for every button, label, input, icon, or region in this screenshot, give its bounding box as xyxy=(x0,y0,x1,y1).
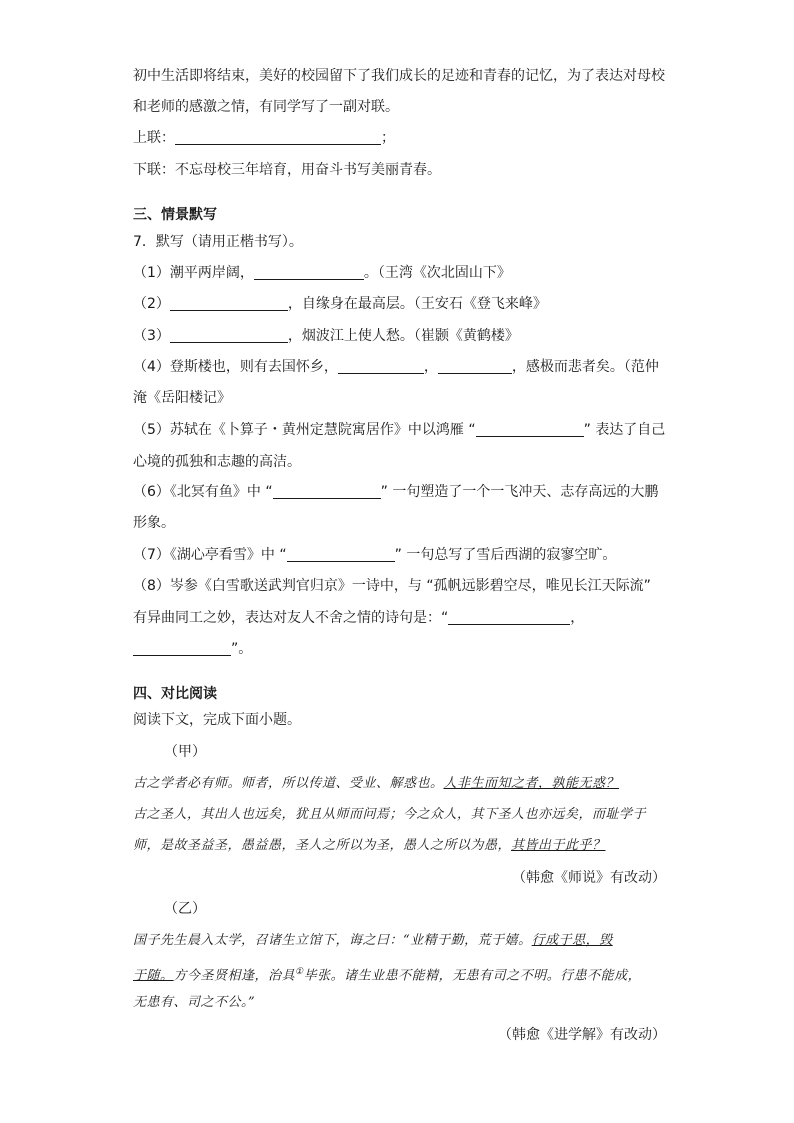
upper-couplet-label: 上联： xyxy=(133,130,175,146)
footnote-marker: ① xyxy=(295,967,304,977)
section-4-title: 四、对比阅读 xyxy=(133,686,217,702)
item-3-text-a: （3） xyxy=(133,328,170,344)
item-4-blank-1[interactable] xyxy=(338,359,424,374)
passage-yi-line-3: 无患有、司之不公。” xyxy=(133,995,256,1010)
item-4-line-2: 淹《岳阳楼记》 xyxy=(133,390,231,406)
passage-jia-underlined-2: 其皆出于此乎？ xyxy=(511,838,606,853)
item-6-line-2: 形象。 xyxy=(133,515,175,531)
reading-instruction: 阅读下文，完成下面小题。 xyxy=(133,712,301,728)
item-6-blank[interactable] xyxy=(273,484,381,499)
item-8-blank-2[interactable] xyxy=(133,641,231,656)
item-7-text-b: ” 一句总写了雪后西湖的寂寥空旷。 xyxy=(394,547,617,563)
passage-yi-line-2d: 毕张。诸生业患不能精，无患有司之不明。行患不能成， xyxy=(303,968,642,984)
item-3-text-b: ，烟波江上使人愁。（崔颢《黄鹤楼》 xyxy=(287,328,519,344)
item-4-text-a: （4）登斯楼也，则有去国怀乡， xyxy=(133,359,338,375)
lower-couplet-line: 下联：不忘母校三年培育，用奋斗书写美丽青春。 xyxy=(133,162,441,178)
item-2-line xyxy=(133,294,547,314)
passage-yi-line-1 xyxy=(133,931,613,951)
passage-yi-underlined-1: 行成于思，毁 xyxy=(531,933,613,948)
item-5-text-a: （5）苏轼在《卜算子・黄州定慧院寓居作》中以鸿雁 “ xyxy=(133,422,476,438)
passage-jia-label: （甲） xyxy=(164,744,206,760)
item-8-text-d: ”。 xyxy=(231,641,253,657)
passage-yi-line-2b: 方今圣贤相逢，治具 xyxy=(173,968,296,984)
item-1-text-a: （1）潮平两岸阔， xyxy=(133,265,254,281)
passage-jia-line-3 xyxy=(133,836,606,856)
item-5-line-2: 心境的孤独和志趣的高洁。 xyxy=(133,454,301,470)
item-4-blank-2[interactable] xyxy=(438,359,512,374)
item-8-line-3 xyxy=(133,639,252,659)
item-5-text-b: ” 表达了自己 xyxy=(583,422,666,438)
passage-yi-source: （韩愈《进学解》有改动） xyxy=(498,1027,666,1043)
question-7-prompt: 7．默写（请用正楷书写）。 xyxy=(133,234,303,250)
item-1-line xyxy=(133,263,511,283)
item-7-line xyxy=(133,545,616,565)
item-6-line xyxy=(133,482,658,502)
passage-jia-line-3a: 师，是故圣益圣，愚益愚，圣人之所以为圣，愚人之所以为愚， xyxy=(133,838,512,853)
upper-couplet-end: ； xyxy=(381,130,395,146)
passage-yi-line-2 xyxy=(133,962,641,986)
item-3-line xyxy=(133,326,519,346)
item-8-line-2 xyxy=(133,608,584,628)
item-8-line: （8）岑参《白雪歌送武判官归京》一诗中，与 “孤帆远影碧空尽，唯见长江天际流” xyxy=(133,578,651,594)
item-5-line xyxy=(133,420,665,440)
item-2-blank[interactable] xyxy=(170,296,288,311)
item-1-text-b: 。（王湾《次北固山下》 xyxy=(363,265,511,281)
item-8-text-c: ， xyxy=(570,610,585,626)
upper-couplet-line xyxy=(133,128,395,148)
item-7-blank[interactable] xyxy=(287,547,395,562)
passage-yi-line-1a: 国子先生晨入太学，召诸生立馆下，诲之曰：“业精于勤，荒于嬉。 xyxy=(133,933,532,948)
item-8-blank-1[interactable] xyxy=(448,610,570,625)
item-4-text-b: ， xyxy=(423,359,438,375)
passage-jia-line-1 xyxy=(133,774,619,794)
item-6-text-a: （6）《北冥有鱼》中 “ xyxy=(133,484,273,500)
item-2-text-b: ，自缘身在最高层。（王安石《登飞来峰》 xyxy=(287,296,547,312)
passage-jia-line-1a: 古之学者必有师。师者，所以传道、受业、解惑也。 xyxy=(133,776,444,791)
item-2-text-a: （2） xyxy=(133,296,170,312)
passage-jia-source: （韩愈《师说》有改动） xyxy=(512,870,666,886)
passage-yi-underlined-2: 于随。 xyxy=(133,968,174,984)
item-4-line xyxy=(133,357,659,377)
passage-yi-label: （乙） xyxy=(164,901,206,917)
passage-jia-line-2: 古之圣人，其出人也远矣，犹且从师而问焉；今之众人，其下圣人也亦远矣，而耻学于 xyxy=(133,807,647,822)
item-7-text-a: （7）《湖心亭看雪》中 “ xyxy=(133,547,287,563)
item-1-blank[interactable] xyxy=(254,265,364,280)
item-4-text-c: ，感极而悲者矣。（范仲 xyxy=(511,359,659,375)
upper-couplet-blank[interactable] xyxy=(175,130,381,145)
item-6-text-b: ” 一句塑造了一个一飞冲天、志存高远的大鹏 xyxy=(380,484,659,500)
item-5-blank[interactable] xyxy=(476,422,584,437)
item-3-blank[interactable] xyxy=(170,328,288,343)
intro-paragraph-line-1: 初中生活即将结束，美好的校园留下了我们成长的足迹和青春的记忆，为了表达对母校 xyxy=(133,68,665,84)
section-3-title: 三、情景默写 xyxy=(133,207,217,223)
passage-jia-underlined-1: 人非生而知之者，孰能无惑？ xyxy=(443,776,620,791)
intro-paragraph-line-2: 和老师的感激之情，有同学写了一副对联。 xyxy=(133,99,399,115)
item-8-text-b: 有异曲同工之妙，表达对友人不舍之情的诗句是：“ xyxy=(133,610,449,626)
